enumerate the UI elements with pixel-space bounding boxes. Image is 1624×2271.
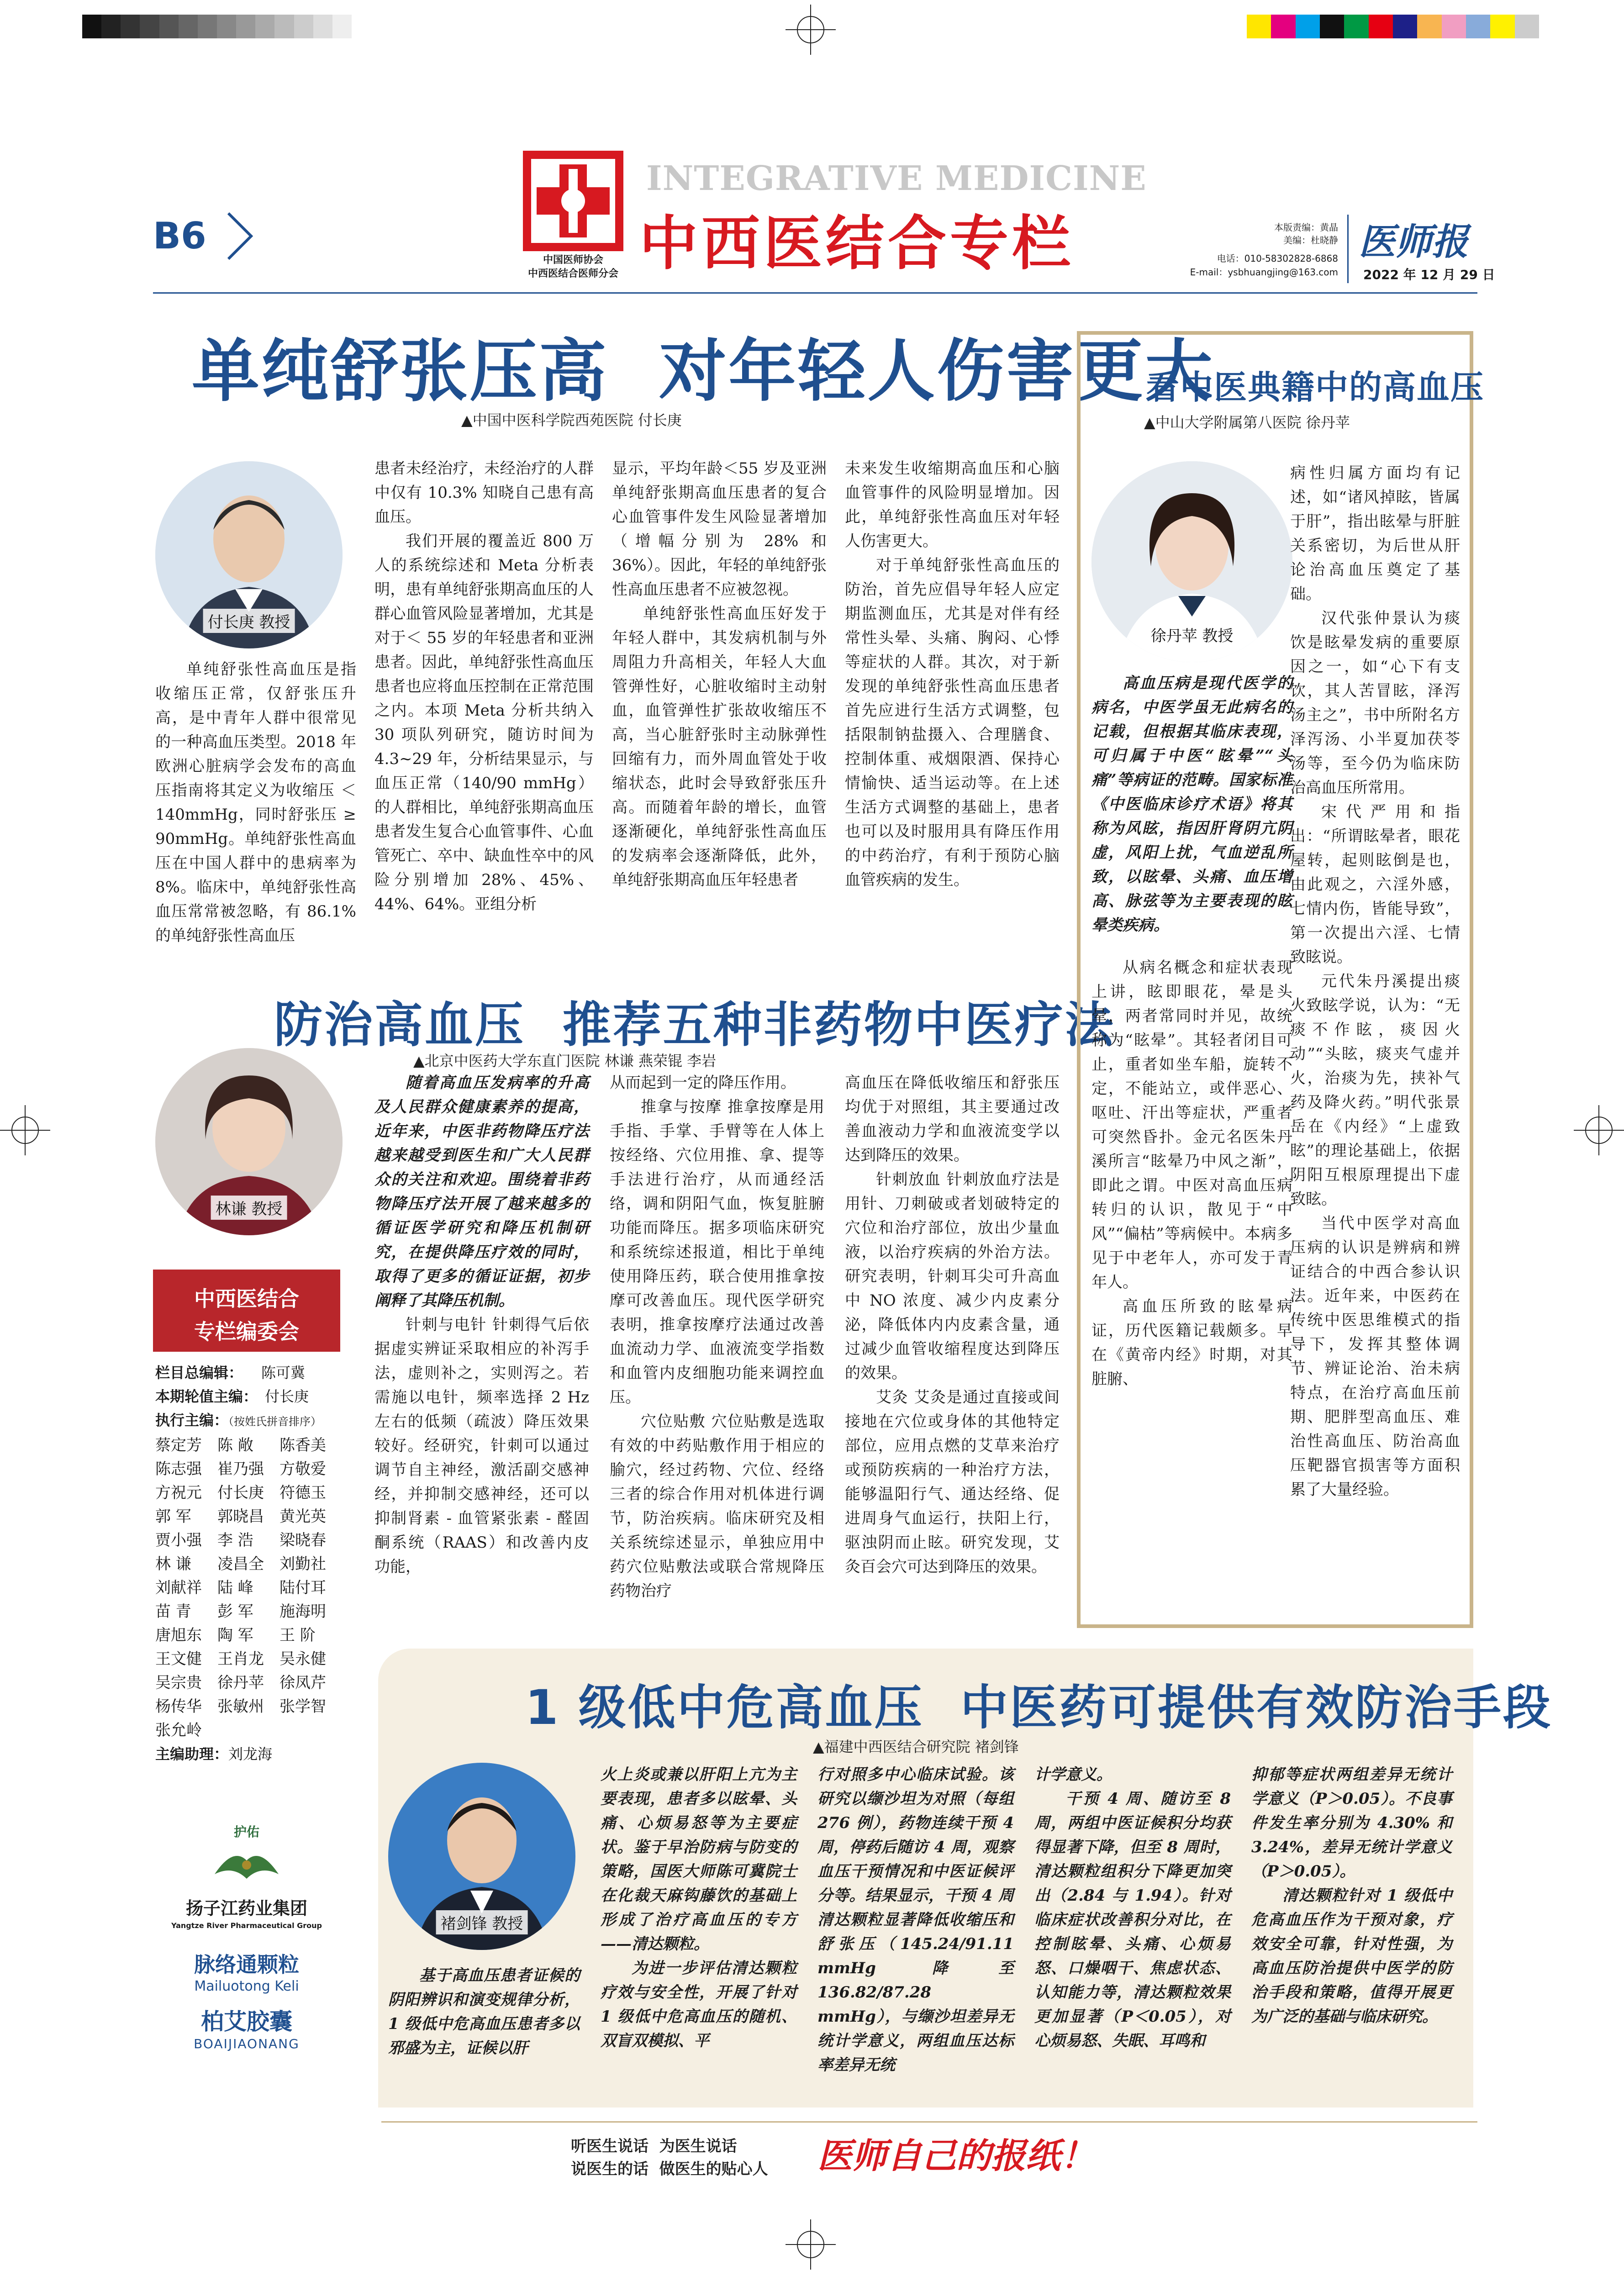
editor-info-2: 美编：杜晓静 bbox=[1283, 235, 1338, 246]
author-photo-xu bbox=[1091, 461, 1292, 662]
exec-label: 执行主编： bbox=[155, 1412, 229, 1429]
article3-intro-col bbox=[1091, 671, 1292, 1391]
paper-name: 医师报 bbox=[1359, 220, 1468, 263]
article1-paragraph: 我们开展的覆盖近 800 万人的系统综述和 Meta 分析表明，患有单纯舒张期高血压的人群心血管风险显著增加，尤其是对于＜ 55 岁的年轻患者和亚洲患者。因此，单纯舒张性高血压患者也应将血压控制在正常范围之内。本项 Meta 分析共纳入 30 项队列研究，随访时间为 4.3~29 年，分析结果显示，与血压正常（140/90 mmHg）的人群相比，单纯舒张期高血压患者发生复合心血管事件、心血管死亡、卒中、缺血性卒中的风险分别增加 28%、45%、44%、64%。亚组分析 bbox=[374, 532, 594, 913]
assistant-label: 主编助理： bbox=[155, 1745, 229, 1763]
article2-paragraph: 针刺放血 针刺放血疗法是用针、刀刺破或者划破特定的穴位和治疗部位，放出少量血液，以治疗疾病的外治方法。研究表明，针刺耳尖可升高血中 NO 浓度、减少内皮素分泌，降低体内内皮素含量，通过减少血管收缩程度达到降压的效果。 bbox=[845, 1170, 1060, 1382]
article4-col3 bbox=[817, 1763, 1014, 2077]
footer-rule bbox=[381, 2121, 1477, 2123]
board-member: 彭 军 bbox=[217, 1602, 253, 1621]
footer-line2: 说医生的话 做医生的贴心人 bbox=[571, 2160, 768, 2178]
article3-paragraph: 汉代张仲景认为痰饮是眩晕发病的重要原因之一，如“心下有支饮，其人苦冒眩，泽泻汤主之”，书中所附名方泽泻汤、小半夏加茯苓汤等，至今仍为临床防治高血压所常用。 bbox=[1290, 609, 1460, 797]
article2-paragraph: 高血压在降低收缩压和舒张压均优于对照组，其主要通过改善血液动力学和血液流变学以达到降压的效果。 bbox=[845, 1074, 1060, 1164]
article3-paragraph: 从病名概念和症状表现上讲，眩即眼花，晕是头晕，两者常同时并见，故统称为“眩晕”。其轻者闭目可止，重者如坐车船，旋转不定，不能站立，或伴恶心、呕吐、汗出等症状，严重者可突然昏扑。金元名医朱丹溪所言“眩晕乃中风之渐”，即此之谓。中医对高血压病转归的认识，散见于“中风”“偏枯”等病候中。本病多见于中老年人，亦可发于青年人。 bbox=[1091, 959, 1292, 1291]
article4-paragraph: 基于高血压患者证候的阴阳辨识和演变规律分析，1 级低中危高血压患者多以邪盛为主，证候以肝 bbox=[388, 1966, 580, 2057]
board-member: 方敬爱 bbox=[279, 1460, 326, 1478]
article4-col5 bbox=[1251, 1763, 1452, 2029]
board-member: 刘献祥 bbox=[155, 1579, 202, 1597]
board-member: 张学智 bbox=[279, 1697, 326, 1716]
article3-title: 看中医典籍中的高血压 bbox=[1146, 368, 1485, 406]
rotating-name: 付长庚 bbox=[265, 1388, 309, 1405]
board-member: 梁晓春 bbox=[279, 1531, 326, 1549]
board-member: 符德玉 bbox=[279, 1484, 326, 1502]
article3-paragraph: 高血压所致的眩晕病证，历代医籍记载颇多。早在《黄帝内经》时期，对其脏腑、 bbox=[1091, 1297, 1292, 1388]
registration-mark-bottom bbox=[786, 2219, 836, 2270]
board-member: 崔乃强 bbox=[217, 1460, 264, 1478]
board-member: 徐丹苹 bbox=[217, 1674, 264, 1692]
board-member: 王文健 bbox=[155, 1650, 202, 1668]
email-info: E-mail：ysbhuangjing@163.com bbox=[1190, 267, 1338, 278]
color-bar bbox=[1247, 15, 1539, 38]
board-member: 凌昌全 bbox=[217, 1555, 264, 1573]
article2-col2 bbox=[610, 1071, 824, 1603]
grayscale-bar bbox=[82, 15, 352, 38]
article2-paragraph: 艾灸 艾灸是通过直接或间接地在穴位或身体的其他特定部位，应用点燃的艾草来治疗或预防疾病的一种治疗方法，能够温阳行气、通达经络、促进周身气血运行，扶阳上行，驱浊阴而止眩。研究发现，艾灸百会穴可达到降压的效果。 bbox=[845, 1388, 1060, 1576]
cma-logo-icon bbox=[523, 151, 623, 251]
article1-paragraph: 患者未经治疗，未经治疗的人群中仅有 10.3% 知晓自己患有高血压。 bbox=[374, 459, 594, 526]
editor-info-1: 本版责编：黄晶 bbox=[1274, 222, 1338, 233]
chief-label: 栏目总编辑： bbox=[155, 1364, 243, 1381]
board-member: 杨传华 bbox=[155, 1697, 202, 1716]
registration-mark-right bbox=[1574, 1105, 1624, 1155]
article2-paragraph: 推拿与按摩 推拿按摩是用手指、手掌、手臂等在人体上按经络、穴位用推、拿、提等手法进行治疗，从而通经活络，调和阴阳气血，恢复脏腑功能而降压。据多项临床研究和系统综述报道，相比于单纯使用降压药，联合使用推拿按摩可改善血压。现代医学研究表明，推拿按摩疗法通过改善血流动力学、血液流变学指数和血管内皮细胞功能来调控血压。 bbox=[610, 1098, 824, 1407]
article1-col4 bbox=[845, 457, 1060, 892]
ad-company-en: Yangtze River Pharmaceutical Group bbox=[171, 1921, 322, 1930]
board-member: 张允岭 bbox=[155, 1721, 202, 1739]
board-member: 刘勤社 bbox=[279, 1555, 326, 1573]
article4-byline: ▲福建中西医结合研究院 褚剑锋 bbox=[813, 1738, 1019, 1755]
article1-col1 bbox=[155, 658, 356, 948]
registration-mark-top bbox=[786, 5, 836, 55]
board-member: 付长庚 bbox=[217, 1484, 264, 1502]
board-member: 唐旭东 bbox=[155, 1626, 202, 1644]
sponsor-ad bbox=[155, 1808, 338, 2082]
board-member: 陈志强 bbox=[155, 1460, 202, 1478]
chevron-right-icon bbox=[224, 211, 256, 261]
article1-col3 bbox=[612, 457, 827, 892]
article4-paragraph: 为进一步评估清达颗粒疗效与安全性，开展了针对 1 级低中危高血压的随机、双盲双模拟、平 bbox=[601, 1959, 797, 2050]
article1-byline: ▲中国中医科学院西苑医院 付长庚 bbox=[461, 411, 682, 429]
article1-paragraph: 显示，平均年龄＜55 岁及亚洲单纯舒张期高血压患者的复合心血管事件发生风险显著增加（增幅分别为 28% 和 36%）。因此，年轻的单纯舒张性高血压患者不应被忽视。 bbox=[612, 459, 827, 599]
article2-title: 防治高血压 推荐五种非药物中医疗法 bbox=[274, 997, 1115, 1053]
board-member: 吴宗贵 bbox=[155, 1674, 202, 1692]
article1-title: 单纯舒张压高 对年轻人伤害更大 bbox=[192, 332, 1215, 411]
header-rule bbox=[153, 292, 1477, 294]
photo-label-lin: 林谦 教授 bbox=[211, 1196, 287, 1220]
ad-product1-cn: 脉络通颗粒 bbox=[194, 1952, 299, 1977]
article4-paragraph: 行对照多中心临床试验。该研究以缬沙坦为对照（每组 276 例），药物连续干预 4 周，停药后随访 4 周，观察血压干预情况和中医证候评分等。结果显示，干预 4 周清达颗粒显著降低收缩压和舒张压（145.24/91.11 mmHg 降至 136.82/87.28 mmHg），与缬沙坦差异无统计学意义，两组血压达标率差异无统 bbox=[817, 1765, 1014, 2074]
article3-byline: ▲中山大学附属第八医院 徐丹苹 bbox=[1144, 414, 1350, 431]
board-member: 黄光英 bbox=[279, 1507, 326, 1526]
article2-paragraph: 从而起到一定的降压作用。 bbox=[610, 1074, 796, 1092]
org-name-2: 中西医结合医师分会 bbox=[527, 268, 618, 279]
ad-product2-en: BOAIJIAONANG bbox=[194, 2036, 300, 2051]
phone-info: 电话：010-58302828-6868 bbox=[1217, 253, 1338, 264]
article1-col2 bbox=[374, 457, 594, 917]
board-title-1: 中西医结合 bbox=[194, 1286, 299, 1311]
exec-note: （按姓氏拼音排序） bbox=[228, 1415, 322, 1428]
board-member: 蔡定芳 bbox=[155, 1436, 202, 1454]
board-title-2: 专栏编委会 bbox=[194, 1319, 299, 1344]
photo-label-xu: 徐丹苹 教授 bbox=[1146, 622, 1238, 647]
board-member: 方祝元 bbox=[155, 1484, 202, 1502]
board-member: 张敏州 bbox=[217, 1697, 264, 1716]
board-member: 徐凤芹 bbox=[279, 1674, 326, 1692]
board-member: 郭 军 bbox=[155, 1507, 191, 1526]
article4-paragraph: 清达颗粒针对 1 级低中危高血压作为干预对象，疗效安全可靠，针对性强，为高血压防治提供中医学的防治手段和策略，值得开展更为广泛的基础与临床研究。 bbox=[1251, 1886, 1452, 2026]
article2-byline: ▲北京中医药大学东直门医院 林谦 燕荣锟 李岩 bbox=[413, 1052, 717, 1070]
board-member: 郭晓昌 bbox=[217, 1507, 264, 1526]
board-member: 林 谦 bbox=[155, 1555, 191, 1573]
article4-title: 1 级低中危高血压 中医药可提供有效防治手段 bbox=[525, 1680, 1552, 1735]
author-photo-lin bbox=[155, 1048, 343, 1235]
article4-col4 bbox=[1034, 1763, 1231, 2053]
author-photo-chu bbox=[388, 1763, 575, 1950]
article3-right-col bbox=[1290, 461, 1460, 1502]
board-members bbox=[155, 1433, 347, 1742]
org-name-1: 中国医师协会 bbox=[543, 254, 603, 266]
article3-paragraph: 当代中医学对高血压病的认识是辨病和辨证结合的中西合参认识法。近年来，中医药在传统中医思维模式的指导下，发挥其整体调节、辨证论治、治未病特点，在治疗高血压前期、肥胖型高血压、难治性高血压、防治高血压靶器官损害等方面积累了大量经验。 bbox=[1290, 1214, 1460, 1499]
editorial-board-header bbox=[153, 1270, 340, 1352]
board-member: 王肖龙 bbox=[217, 1650, 264, 1668]
issue-date: 2022 年 12 月 29 日 bbox=[1363, 267, 1495, 282]
board-member: 贾小强 bbox=[155, 1531, 202, 1549]
article4-paragraph: 计学意义。 bbox=[1034, 1765, 1112, 1784]
author-photo-fu bbox=[155, 461, 343, 648]
rotating-label: 本期轮值主编： bbox=[155, 1388, 258, 1405]
chief-name: 陈可冀 bbox=[261, 1364, 306, 1381]
photo-label-fu: 付长庚 教授 bbox=[203, 609, 295, 633]
footer-line1: 听医生说话 为医生说话 bbox=[571, 2137, 737, 2155]
assistant-name: 刘龙海 bbox=[228, 1745, 273, 1763]
page-number: B6 bbox=[153, 215, 206, 257]
article4-col2 bbox=[601, 1763, 797, 2053]
article4-paragraph: 抑郁等症状两组差异无统计学意义（P＞0.05）。不良事件发生率分别为 4.30% 和 3.24%，差异无统计学意义（P＞0.05）。 bbox=[1251, 1765, 1452, 1881]
article3-paragraph: 病性归属方面均有记述，如“诸风掉眩，皆属于肝”，指出眩晕与肝脏关系密切，为后世从肝论治高血压奠定了基础。 bbox=[1290, 464, 1460, 603]
board-member: 吴永健 bbox=[279, 1650, 326, 1668]
article2-col1 bbox=[374, 1071, 589, 1579]
footer-slogan: 医师自己的报纸！ bbox=[817, 2135, 1095, 2176]
board-member: 陆 峰 bbox=[217, 1579, 253, 1597]
section-title-en: INTEGRATIVE MEDICINE bbox=[646, 159, 1147, 198]
article4-col1 bbox=[388, 1964, 580, 2060]
article1-paragraph: 对于单纯舒张性高血压的防治，首先应倡导年轻人应定期监测血压，尤其是对伴有经常性头晕、头痛、胸闷、心悸等症状的人群。其次，对于新发现的单纯舒张性高血压患者首先应进行生活方式调整，包括限制钠盐摄入、合理膳食、控制体重、戒烟限酒、保持心情愉快、适当运动等。在上述生活方式调整的基础上，患者也可以及时服用具有降压作用的中药治疗，有利于预防心脑血管疾病的发生。 bbox=[845, 556, 1060, 889]
article2-paragraph: 针刺与电针 针刺得气后依据虚实辨证采取相应的补泻手法，虚则补之，实则泻之。若需施以电针，频率选择 2 Hz 左右的低频（疏波）降压效果较好。经研究，针刺可以通过调节自主神经，激活副交感神经，并抑制交感神经，还可以抑制肾素 - 血管紧张素 - 醛固酮系统（RAAS）和改善内皮功能， bbox=[374, 1316, 589, 1576]
ad-company-cn: 扬子江药业集团 bbox=[185, 1898, 307, 1918]
article1-paragraph: 未来发生收缩期高血压和心脑血管事件的风险明显增加。因此，单纯舒张性高血压对年轻人伤害更大。 bbox=[845, 459, 1060, 550]
article4-paragraph: 干预 4 周、随访至 8 周，两组中医证候积分均获得显著下降，但至 8 周时，清达颗粒组积分下降更加突出（2.84 与 1.94）。针对临床症状改善积分对比，在控制眩晕、头痛、心烦易怒、口燥咽干、焦虑状态、认知能力等，清达颗粒效果更加显著（P＜0.05），对心烦易怒、失眠、耳鸣和 bbox=[1034, 1790, 1231, 2050]
board-member: 施海明 bbox=[279, 1602, 326, 1621]
board-member: 陶 军 bbox=[217, 1626, 253, 1644]
article1-paragraph: 单纯舒张性高血压好发于年轻人群中，其发病机制与外周阻力升高相关，年轻人大血管弹性好，心脏收缩时主动射血，血管弹性扩张故收缩压不高，当心脏舒张时主动脉弹性回缩有力，而外周血管处于收缩状态，此时会导致舒张压升高。而随着年龄的增长，血管逐渐硬化，单纯舒张性高血压的发病率会逐渐降低，此外，单纯舒张期高血压年轻患者 bbox=[612, 605, 827, 889]
article3-intro: 高血压病是现代医学的病名，中医学虽无此病名的记载，但根据其临床表现，可归属于中医“眩晕”“头痛”等病证的范畴。国家标准《中医临床诊疗术语》将其称为风眩，指因肝肾阴亢阴虚，风阳上扰，气血逆乱所致，以眩晕、头痛、血压增高、脉弦等为主要表现的眩晕类疾病。 bbox=[1091, 674, 1292, 934]
header-divider bbox=[1347, 215, 1349, 283]
photo-label-chu: 褚剑锋 教授 bbox=[436, 1910, 528, 1934]
ad-brand-small: 护佑 bbox=[233, 1824, 259, 1839]
registration-mark-left bbox=[0, 1105, 50, 1155]
article1-paragraph: 单纯舒张性高血压是指收缩压正常，仅舒张压升高，是中青年人群中很常见的一种高血压类型。2018 年欧洲心脏病学会发布的高血压指南将其定义为收缩压 ＜ 140mmHg，同时舒张压 ≥ 90mmHg。单纯舒张性高血压在中国人群中的患病率为 8%。临床中，单纯舒张性高血压常常被忽略，有 86.1% 的单纯舒张性高血压 bbox=[155, 660, 356, 945]
ad-product1-en: Mailuotong Keli bbox=[194, 1978, 299, 1994]
board-member: 李 浩 bbox=[217, 1531, 253, 1549]
section-title-cn: 中西医结合专栏 bbox=[639, 210, 1075, 278]
board-member: 陈香美 bbox=[279, 1436, 326, 1454]
board-member: 陈 敞 bbox=[217, 1436, 253, 1454]
ad-product2-cn: 柏艾胶囊 bbox=[201, 2008, 292, 2035]
eagle-logo-icon bbox=[210, 1842, 283, 1892]
article3-paragraph: 宋代严用和指出：“所谓眩晕者，眼花屋转，起则眩倒是也，由此观之，六淫外感，七情内伤，皆能导致”，第一次提出六淫、七情致眩说。 bbox=[1290, 803, 1460, 966]
article2-col3 bbox=[845, 1071, 1060, 1579]
board-member: 王 阶 bbox=[279, 1626, 316, 1644]
article2-intro: 随着高血压发病率的升高及人民群众健康素养的提高，近年来，中医非药物降压疗法越来越受到医生和广大人民群众的关注和欢迎。围绕着非药物降压疗法开展了越来越多的循证医学研究和降压机制研究，在提供降压疗效的同时，取得了更多的循证证据，初步阐释了其降压机制。 bbox=[374, 1074, 589, 1310]
board-member: 苗 青 bbox=[155, 1602, 191, 1621]
article3-paragraph: 元代朱丹溪提出痰火致眩学说，认为：“无痰不作眩，痰因火动”“头眩，痰夹气虚并火，治痰为先，挟补气药及降火药。”明代张景岳在《内经》“上虚致眩”的理论基础上，依据阴阳互根原理提出下虚致眩。 bbox=[1290, 972, 1460, 1208]
article2-paragraph: 穴位贴敷 穴位贴敷是选取有效的中药贴敷作用于相应的腧穴，经过药物、穴位、经络三者的综合作用对机体进行调节，防治疾病。临床研究及相关系统综述显示，单独应用中药穴位贴敷法或联合常规降压药物治疗 bbox=[610, 1412, 824, 1600]
board-member: 陆付耳 bbox=[279, 1579, 326, 1597]
article4-paragraph: 火上炎或兼以肝阳上亢为主要表现，患者多以眩晕、头痛、心烦易怒等为主要症状。鉴于早治防病与防变的策略，国医大师陈可冀院士在化裁天麻钩藤饮的基础上形成了治疗高血压的专方——清达颗粒。 bbox=[601, 1765, 797, 1953]
editorial-board-list bbox=[155, 1361, 347, 1766]
